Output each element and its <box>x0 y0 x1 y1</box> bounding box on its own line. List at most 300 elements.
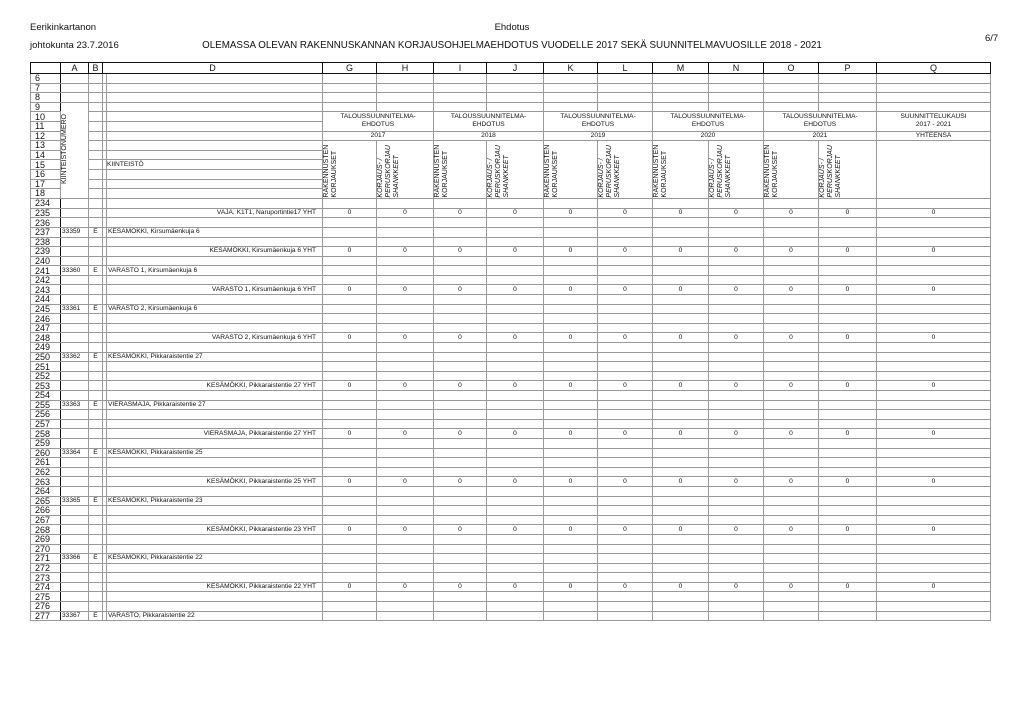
total-value: 0 <box>877 208 991 218</box>
row-number: 274 <box>31 582 61 592</box>
row-number: 240 <box>31 256 61 266</box>
kiinteistonumero-header <box>61 102 89 198</box>
group-header <box>653 112 764 131</box>
blank-row <box>31 467 991 477</box>
total-row <box>31 525 991 535</box>
total-value: 0 <box>764 477 819 487</box>
total-value: 0 <box>323 525 377 535</box>
row-number: 245 <box>31 304 61 314</box>
total-value: 0 <box>709 247 764 257</box>
subheader-rakennusten-label: RAKENNUSTEN KORJAUKSET <box>544 144 559 198</box>
blank-row <box>31 534 991 544</box>
total-value: 0 <box>819 247 877 257</box>
column-header-row <box>31 63 991 74</box>
blank-row <box>31 438 991 448</box>
row-number: 16 <box>31 169 61 179</box>
row-number: 252 <box>31 371 61 381</box>
total-value: 0 <box>487 285 544 295</box>
row-number: 260 <box>31 448 61 458</box>
row-number: 250 <box>31 352 61 362</box>
blank-row <box>31 515 991 525</box>
column-header: H <box>377 63 434 74</box>
property-code: E <box>89 400 103 410</box>
header-row <box>31 141 991 151</box>
entry-row <box>31 304 991 314</box>
column-header: M <box>653 63 709 74</box>
total-value: 0 <box>323 582 377 592</box>
row-number: 277 <box>31 611 61 621</box>
group-year: 2021 <box>764 131 877 141</box>
blank-row <box>31 314 991 324</box>
row-number: 264 <box>31 486 61 496</box>
total-value: 0 <box>653 525 709 535</box>
row-number: 8 <box>31 93 61 103</box>
row-number: 247 <box>31 323 61 333</box>
header-row <box>31 74 991 84</box>
entry-row <box>31 352 991 362</box>
group-header-line2: EHDOTUS <box>361 121 395 129</box>
total-label: KESÄMÖKKI, Pikkaraistentie 25 YHT <box>107 477 323 487</box>
row-number: 15 <box>31 160 61 170</box>
total-value: 0 <box>487 429 544 439</box>
row-number: 276 <box>31 602 61 612</box>
column-header: B <box>89 63 103 74</box>
property-name: KESÄMÖKKI, Pikkaraistentie 25 <box>107 448 323 458</box>
total-value: 0 <box>598 247 653 257</box>
total-value: 0 <box>819 381 877 391</box>
header-row <box>31 83 991 93</box>
blank-row <box>31 323 991 333</box>
group-year: 2017 <box>323 131 434 141</box>
row-number: 258 <box>31 429 61 439</box>
kiinteistonumero-label: KIINTEISTÖNUMERO <box>61 113 68 184</box>
subheader-rakennusten <box>653 141 709 199</box>
total-value: 0 <box>323 247 377 257</box>
subheader-rakennusten-label: RAKENNUSTEN KORJAUKSET <box>764 144 779 198</box>
q-header-line3: YHTEENSÄ <box>877 131 991 141</box>
total-row <box>31 381 991 391</box>
group-header-line1: TALOUSSUUNNITELMA- <box>340 113 416 121</box>
entry-row <box>31 611 991 621</box>
property-code: E <box>89 448 103 458</box>
total-value: 0 <box>709 208 764 218</box>
total-value: 0 <box>323 477 377 487</box>
total-value: 0 <box>764 247 819 257</box>
group-header <box>764 112 877 131</box>
document-title: OLEMASSA OLEVAN RAKENNUSKANNAN KORJAUSOHJELMAEHDOTUS VUODELLE 2017 SEKÄ SUUNNITELMAVUOSILLE 2018 - 2021 <box>202 40 822 51</box>
total-value: 0 <box>544 333 598 343</box>
row-number: 275 <box>31 592 61 602</box>
property-id: 33359 <box>61 227 89 237</box>
property-name: KESÄMÖKKI, Pikkaraistentie 23 <box>107 496 323 506</box>
property-code: E <box>89 554 103 564</box>
blank-row <box>31 256 991 266</box>
total-label: VARASTO 2, Kirsumäenkuja 6 YHT <box>107 333 323 343</box>
blank-row <box>31 602 991 612</box>
total-value: 0 <box>709 429 764 439</box>
property-name: VIERASMAJA, Pikkaraistentie 27 <box>107 400 323 410</box>
subheader-rakennusten <box>764 141 819 199</box>
subheader-korjaus <box>598 141 653 199</box>
total-value: 0 <box>434 525 487 535</box>
property-id: 33366 <box>61 554 89 564</box>
total-value: 0 <box>877 247 991 257</box>
total-value: 0 <box>819 525 877 535</box>
entry-row <box>31 448 991 458</box>
column-header: D <box>103 63 323 74</box>
entry-row <box>31 266 991 276</box>
total-value: 0 <box>544 582 598 592</box>
document-status: Ehdotus <box>494 22 530 33</box>
property-id: 33364 <box>61 448 89 458</box>
row-number: 241 <box>31 266 61 276</box>
blank-row <box>31 410 991 420</box>
row-number: 249 <box>31 343 61 353</box>
total-value: 0 <box>377 208 434 218</box>
row-number: 239 <box>31 247 61 257</box>
row-number: 261 <box>31 458 61 468</box>
row-number: 269 <box>31 534 61 544</box>
property-id: 33367 <box>61 611 89 621</box>
column-header: P <box>819 63 877 74</box>
total-value: 0 <box>598 285 653 295</box>
total-value: 0 <box>487 582 544 592</box>
blank-row <box>31 295 991 305</box>
column-header: K <box>544 63 598 74</box>
total-value: 0 <box>709 285 764 295</box>
total-value: 0 <box>434 208 487 218</box>
total-label: KESÄMÖKKI, Pikkaraistentie 27 YHT <box>107 381 323 391</box>
entry-row <box>31 227 991 237</box>
column-header: L <box>598 63 653 74</box>
total-row <box>31 285 991 295</box>
blank-row <box>31 458 991 468</box>
total-value: 0 <box>709 381 764 391</box>
total-value: 0 <box>877 582 991 592</box>
row-number: 238 <box>31 237 61 247</box>
total-value: 0 <box>544 285 598 295</box>
total-value: 0 <box>434 333 487 343</box>
kiinteisto-header: KIINTEISTÖ <box>107 160 323 170</box>
total-value: 0 <box>653 381 709 391</box>
column-header: I <box>434 63 487 74</box>
total-value: 0 <box>434 582 487 592</box>
total-value: 0 <box>764 525 819 535</box>
total-row <box>31 582 991 592</box>
total-value: 0 <box>877 333 991 343</box>
row-number: 271 <box>31 554 61 564</box>
q-header-line2: 2017 - 2021 <box>915 121 952 129</box>
subheader-korjaus-label: KORJAUS- / PERUSKORJAU SHANKKEET <box>709 145 732 198</box>
blank-row <box>31 343 991 353</box>
group-header-line1: TALOUSSUUNNITELMA- <box>450 113 527 121</box>
total-value: 0 <box>544 525 598 535</box>
total-value: 0 <box>377 477 434 487</box>
blank-row <box>31 218 991 228</box>
total-value: 0 <box>377 525 434 535</box>
group-header <box>544 112 653 131</box>
row-number: 273 <box>31 573 61 583</box>
q-header-line1: SUUNNITTELUKAUSI <box>900 113 967 121</box>
total-value: 0 <box>487 333 544 343</box>
total-value: 0 <box>598 477 653 487</box>
group-header-line2: EHDOTUS <box>472 121 505 129</box>
entry-row <box>31 554 991 564</box>
property-id: 33363 <box>61 400 89 410</box>
row-number: 9 <box>31 102 61 112</box>
total-value: 0 <box>323 333 377 343</box>
total-value: 0 <box>377 247 434 257</box>
total-value: 0 <box>819 285 877 295</box>
column-header: N <box>709 63 764 74</box>
total-value: 0 <box>764 429 819 439</box>
total-label: KESÄMÖKKI, Pikkaraistentie 22 YHT <box>107 582 323 592</box>
total-value: 0 <box>377 333 434 343</box>
row-number: 248 <box>31 333 61 343</box>
total-row <box>31 208 991 218</box>
property-code: E <box>89 266 103 276</box>
total-value: 0 <box>764 381 819 391</box>
row-number: 243 <box>31 285 61 295</box>
total-label: KESÄMÖKKI, Pikkaraistentie 23 YHT <box>107 525 323 535</box>
row-number: 263 <box>31 477 61 487</box>
total-value: 0 <box>487 525 544 535</box>
total-value: 0 <box>434 285 487 295</box>
total-value: 0 <box>544 429 598 439</box>
row-number: 255 <box>31 400 61 410</box>
row-number: 235 <box>31 208 61 218</box>
subheader-korjaus-label: KORJAUS- / PERUSKORJAU SHANKKEET <box>487 145 510 198</box>
spreadsheet-table <box>30 62 991 621</box>
document-date: johtokunta 23.7.2016 <box>30 40 119 51</box>
total-value: 0 <box>653 285 709 295</box>
blank-row <box>31 573 991 583</box>
blank-row <box>31 563 991 573</box>
total-value: 0 <box>709 525 764 535</box>
total-value: 0 <box>819 477 877 487</box>
property-name: KESÄMÖKKI, Pikkaraistentie 27 <box>107 352 323 362</box>
total-value: 0 <box>377 582 434 592</box>
total-value: 0 <box>653 582 709 592</box>
group-year: 2020 <box>653 131 764 141</box>
total-value: 0 <box>877 381 991 391</box>
blank-row <box>31 419 991 429</box>
row-number: 272 <box>31 563 61 573</box>
total-label: VARASTO 1, Kirsumäenkuja 6 YHT <box>107 285 323 295</box>
column-header: Q <box>877 63 991 74</box>
total-value: 0 <box>709 582 764 592</box>
blank-row <box>31 506 991 516</box>
subheader-korjaus <box>487 141 544 199</box>
group-header <box>434 112 544 131</box>
total-value: 0 <box>877 429 991 439</box>
total-value: 0 <box>819 208 877 218</box>
total-value: 0 <box>653 247 709 257</box>
subheader-rakennusten <box>323 141 377 199</box>
row-number: 18 <box>31 189 61 199</box>
row-number: 11 <box>31 121 61 131</box>
entry-row <box>31 496 991 506</box>
row-number: 6 <box>31 74 61 84</box>
total-row <box>31 247 991 257</box>
blank-row <box>31 371 991 381</box>
header-row <box>31 102 991 112</box>
group-header-line2: EHDOTUS <box>691 121 725 129</box>
blank-row <box>31 275 991 285</box>
total-value: 0 <box>598 582 653 592</box>
corner-cell <box>31 63 61 74</box>
header-row <box>31 198 991 208</box>
column-header: J <box>487 63 544 74</box>
total-value: 0 <box>323 285 377 295</box>
subheader-rakennusten <box>544 141 598 199</box>
column-header: G <box>323 63 377 74</box>
total-value: 0 <box>323 208 377 218</box>
total-value: 0 <box>323 429 377 439</box>
subheader-rakennusten <box>434 141 487 199</box>
total-value: 0 <box>434 429 487 439</box>
property-id: 33361 <box>61 304 89 314</box>
total-value: 0 <box>487 208 544 218</box>
header-row <box>31 112 991 122</box>
property-code: E <box>89 611 103 621</box>
total-value: 0 <box>764 285 819 295</box>
q-header <box>877 112 991 131</box>
property-name: VARASTO, Pikkaraistentie 22 <box>107 611 323 621</box>
total-row <box>31 477 991 487</box>
group-header-line2: EHDOTUS <box>803 121 837 129</box>
row-number: 251 <box>31 362 61 372</box>
row-number: 259 <box>31 438 61 448</box>
row-number: 254 <box>31 391 61 401</box>
total-value: 0 <box>434 477 487 487</box>
blank-row <box>31 362 991 372</box>
property-name: VARASTO 2, Kirsumäenkuja 6 <box>107 304 323 314</box>
group-header-line2: EHDOTUS <box>581 121 615 129</box>
total-value: 0 <box>377 381 434 391</box>
total-value: 0 <box>877 477 991 487</box>
total-value: 0 <box>819 429 877 439</box>
row-number: 267 <box>31 515 61 525</box>
page-number: 6/7 <box>985 33 999 44</box>
total-value: 0 <box>434 247 487 257</box>
total-value: 0 <box>434 381 487 391</box>
blank-row <box>31 544 991 554</box>
total-value: 0 <box>544 381 598 391</box>
subheader-rakennusten-label: RAKENNUSTEN KORJAUKSET <box>653 144 668 198</box>
total-value: 0 <box>653 208 709 218</box>
row-number: 244 <box>31 295 61 305</box>
row-number: 246 <box>31 314 61 324</box>
property-id: 33362 <box>61 352 89 362</box>
total-value: 0 <box>764 582 819 592</box>
row-number: 237 <box>31 227 61 237</box>
total-value: 0 <box>709 333 764 343</box>
group-header-line1: TALOUSSUUNNITELMA- <box>560 113 636 121</box>
property-code: E <box>89 304 103 314</box>
group-header <box>323 112 434 131</box>
subheader-korjaus-label: KORJAUS- / PERUSKORJAU SHANKKEET <box>819 145 842 198</box>
total-value: 0 <box>764 208 819 218</box>
total-value: 0 <box>709 477 764 487</box>
row-number: 242 <box>31 275 61 285</box>
total-value: 0 <box>764 333 819 343</box>
blank-row <box>31 592 991 602</box>
row-number: 234 <box>31 198 61 208</box>
entry-row <box>31 400 991 410</box>
total-value: 0 <box>487 381 544 391</box>
row-number: 266 <box>31 506 61 516</box>
total-value: 0 <box>377 285 434 295</box>
header-row <box>31 131 991 141</box>
row-number: 253 <box>31 381 61 391</box>
group-year: 2018 <box>434 131 544 141</box>
subheader-rakennusten-label: RAKENNUSTEN KORJAUKSET <box>434 144 449 198</box>
total-row <box>31 333 991 343</box>
row-number: 257 <box>31 419 61 429</box>
row-number: 262 <box>31 467 61 477</box>
total-value: 0 <box>598 333 653 343</box>
property-name: KESÄMÖKKI, Kirsumäenkuja 6 <box>107 227 323 237</box>
total-value: 0 <box>323 381 377 391</box>
total-value: 0 <box>653 429 709 439</box>
property-code: E <box>89 496 103 506</box>
property-name: KESÄMÖKKI, Pikkaraistentie 22 <box>107 554 323 564</box>
total-value: 0 <box>487 247 544 257</box>
total-value: 0 <box>544 477 598 487</box>
row-number: 13 <box>31 141 61 151</box>
row-number: 14 <box>31 150 61 160</box>
total-label: KESÄMÖKKI, Kirsumäenkuja 6 YHT <box>107 247 323 257</box>
total-value: 0 <box>598 429 653 439</box>
property-name: VARASTO 1, Kirsumäenkuja 6 <box>107 266 323 276</box>
property-id: 33360 <box>61 266 89 276</box>
blank-row <box>31 237 991 247</box>
total-value: 0 <box>819 582 877 592</box>
property-code: E <box>89 352 103 362</box>
total-value: 0 <box>598 208 653 218</box>
group-header-line1: TALOUSSUUNNITELMA- <box>782 113 858 121</box>
subheader-korjaus-label: KORJAUS- / PERUSKORJAU SHANKKEET <box>598 145 621 198</box>
total-value: 0 <box>377 429 434 439</box>
blank-row <box>31 391 991 401</box>
total-value: 0 <box>598 525 653 535</box>
column-header: A <box>61 63 89 74</box>
total-value: 0 <box>544 208 598 218</box>
total-value: 0 <box>598 381 653 391</box>
header-row <box>31 93 991 103</box>
subheader-rakennusten-label: RAKENNUSTEN KORJAUKSET <box>323 144 338 198</box>
row-number: 268 <box>31 525 61 535</box>
row-number: 7 <box>31 83 61 93</box>
total-label: VAJA, K1T1, Naruportintie17 YHT <box>107 208 323 218</box>
subheader-korjaus <box>377 141 434 199</box>
row-number: 10 <box>31 112 61 122</box>
row-number: 17 <box>31 179 61 189</box>
group-year: 2019 <box>544 131 653 141</box>
row-number: 12 <box>31 131 61 141</box>
total-value: 0 <box>819 333 877 343</box>
row-number: 256 <box>31 410 61 420</box>
subheader-korjaus <box>709 141 764 199</box>
organization-name: Eerikinkartanon <box>30 22 97 33</box>
property-id: 33365 <box>61 496 89 506</box>
total-value: 0 <box>653 477 709 487</box>
column-header: O <box>764 63 819 74</box>
total-value: 0 <box>487 477 544 487</box>
property-code: E <box>89 227 103 237</box>
row-number: 236 <box>31 218 61 228</box>
